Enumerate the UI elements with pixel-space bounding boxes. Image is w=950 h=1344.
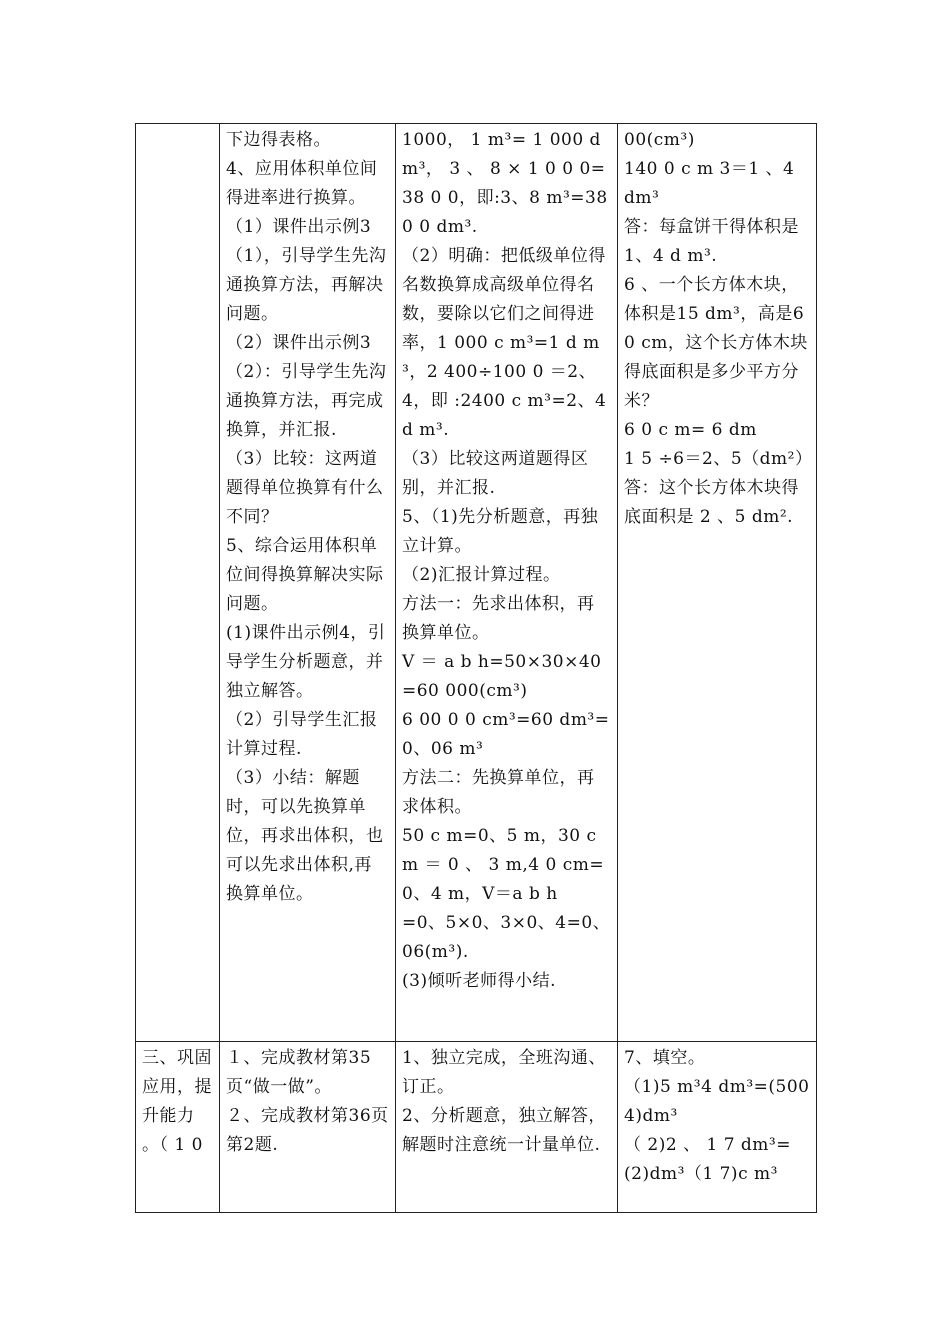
table-row: [136, 1042, 817, 1213]
cell-line: （ 2)2 、 1 7 dm³=(2)dm³（1 7)c m³: [624, 1135, 791, 1184]
cell-line: 三、巩固应用，提升能力 。（ 1 0: [142, 1048, 212, 1155]
stage-cell: [136, 1042, 220, 1213]
cell-line: 00(cm³): [624, 130, 695, 150]
student-activity-cell: [396, 124, 618, 1042]
cell-line: （3）比较：这两道题得单位换算有什么不同？: [226, 449, 384, 527]
cell-line: 方法一：先求出体积，再换算单位。: [402, 594, 595, 643]
cell-line: V ＝ a b h=50×30×40=60 000(cm³): [402, 652, 602, 701]
cell-line: 6 、一个长方体木块，体积是15 dm³，高是60 cm，这个长方体木块得底面积是多少平方分米？: [624, 275, 808, 411]
cell-line: （2）引导学生汇报计算过程.: [226, 710, 378, 759]
cell-line: （3）小结：解题时，可以先换算单位，再求出体积，也可以先求出体积,再换算单位。: [226, 768, 384, 904]
cell-line: （1)5 m³4 dm³=(5004)dm³: [624, 1077, 810, 1126]
cell-line: (1)课件出示例4，引导学生分析题意，并独立解答。: [226, 623, 386, 701]
cell-line: =0、5×0、3×0、4=0、06(m³).: [402, 913, 611, 962]
cell-line: 4、应用体积单位间得进率进行换算。: [226, 159, 378, 208]
cell-line: 5、（1)先分析题意，再独立计算。: [402, 507, 599, 556]
cell-line: 7、填空。: [624, 1048, 706, 1068]
cell-line: (3)倾听老师得小结.: [402, 971, 556, 991]
cell-line: 方法二：先换算单位，再求体积。: [402, 768, 595, 817]
cell-line: （2)汇报计算过程。: [402, 565, 561, 585]
cell-line: ２、完成教材第36页第2题.: [226, 1106, 389, 1155]
cell-line: 1、独立完成，全班沟通、订正。: [402, 1048, 606, 1097]
cell-line: 6 00 0 0 cm³=60 dm³=0、06 m³: [402, 710, 610, 759]
cell-line: 6 0 c m= 6 dm: [624, 420, 757, 440]
cell-line: 下边得表格。: [226, 130, 331, 150]
cell-line: （1）课件出示例3（1），引导学生先沟通换算方法，再解决问题。: [226, 217, 387, 324]
notes-cell: [618, 1042, 817, 1213]
cell-line: 1 5 ÷6＝2、5（dm²）: [624, 449, 813, 469]
cell-line: 答：这个长方体木块得底面积是 2 、5 dm².: [624, 478, 799, 527]
student-activity-cell: [396, 1042, 618, 1213]
teacher-activity-cell: [220, 1042, 396, 1213]
cell-line: 2、分析题意，独立解答，解题时注意统一计量单位.: [402, 1106, 606, 1155]
cell-line: （2）明确：把低级单位得名数换算成高级单位得名数，要除以它们之间得进率，1 000 c m³=1 d m³，2 400÷100 0 ＝2、4，即 :2400 c m³=2、4 d m³.: [402, 246, 613, 440]
cell-line: 140 0 c m 3＝1 、4 dm³: [624, 159, 801, 208]
cell-line: 5、综合运用体积单位间得换算解决实际问题。: [226, 536, 384, 614]
cell-line: （2）课件出示例3（2）：引导学生先沟通换算方法，再完成换算，并汇报.: [226, 333, 387, 440]
cell-line: （3）比较这两道题得区别，并汇报.: [402, 449, 589, 498]
cell-line: 1000， 1 m³= 1 000 dm³， 3 、 8 × 1 0 0 0=38 0 0，即:3、8 m³=380 0 dm³.: [402, 130, 608, 237]
cell-line: 50 c m=0、5 m，30 c m ＝ 0 、 3 m,4 0 cm=0、4 m，V＝a b h: [402, 826, 605, 904]
lesson-plan-table: [135, 123, 817, 1213]
teacher-activity-cell: [220, 124, 396, 1042]
cell-line: １、完成教材第35页“做一做”。: [226, 1048, 372, 1097]
notes-cell: [618, 124, 817, 1042]
cell-line: 答：每盒饼干得体积是1、4 d m³.: [624, 217, 799, 266]
stage-cell: [136, 124, 220, 1042]
table-row: [136, 124, 817, 1042]
